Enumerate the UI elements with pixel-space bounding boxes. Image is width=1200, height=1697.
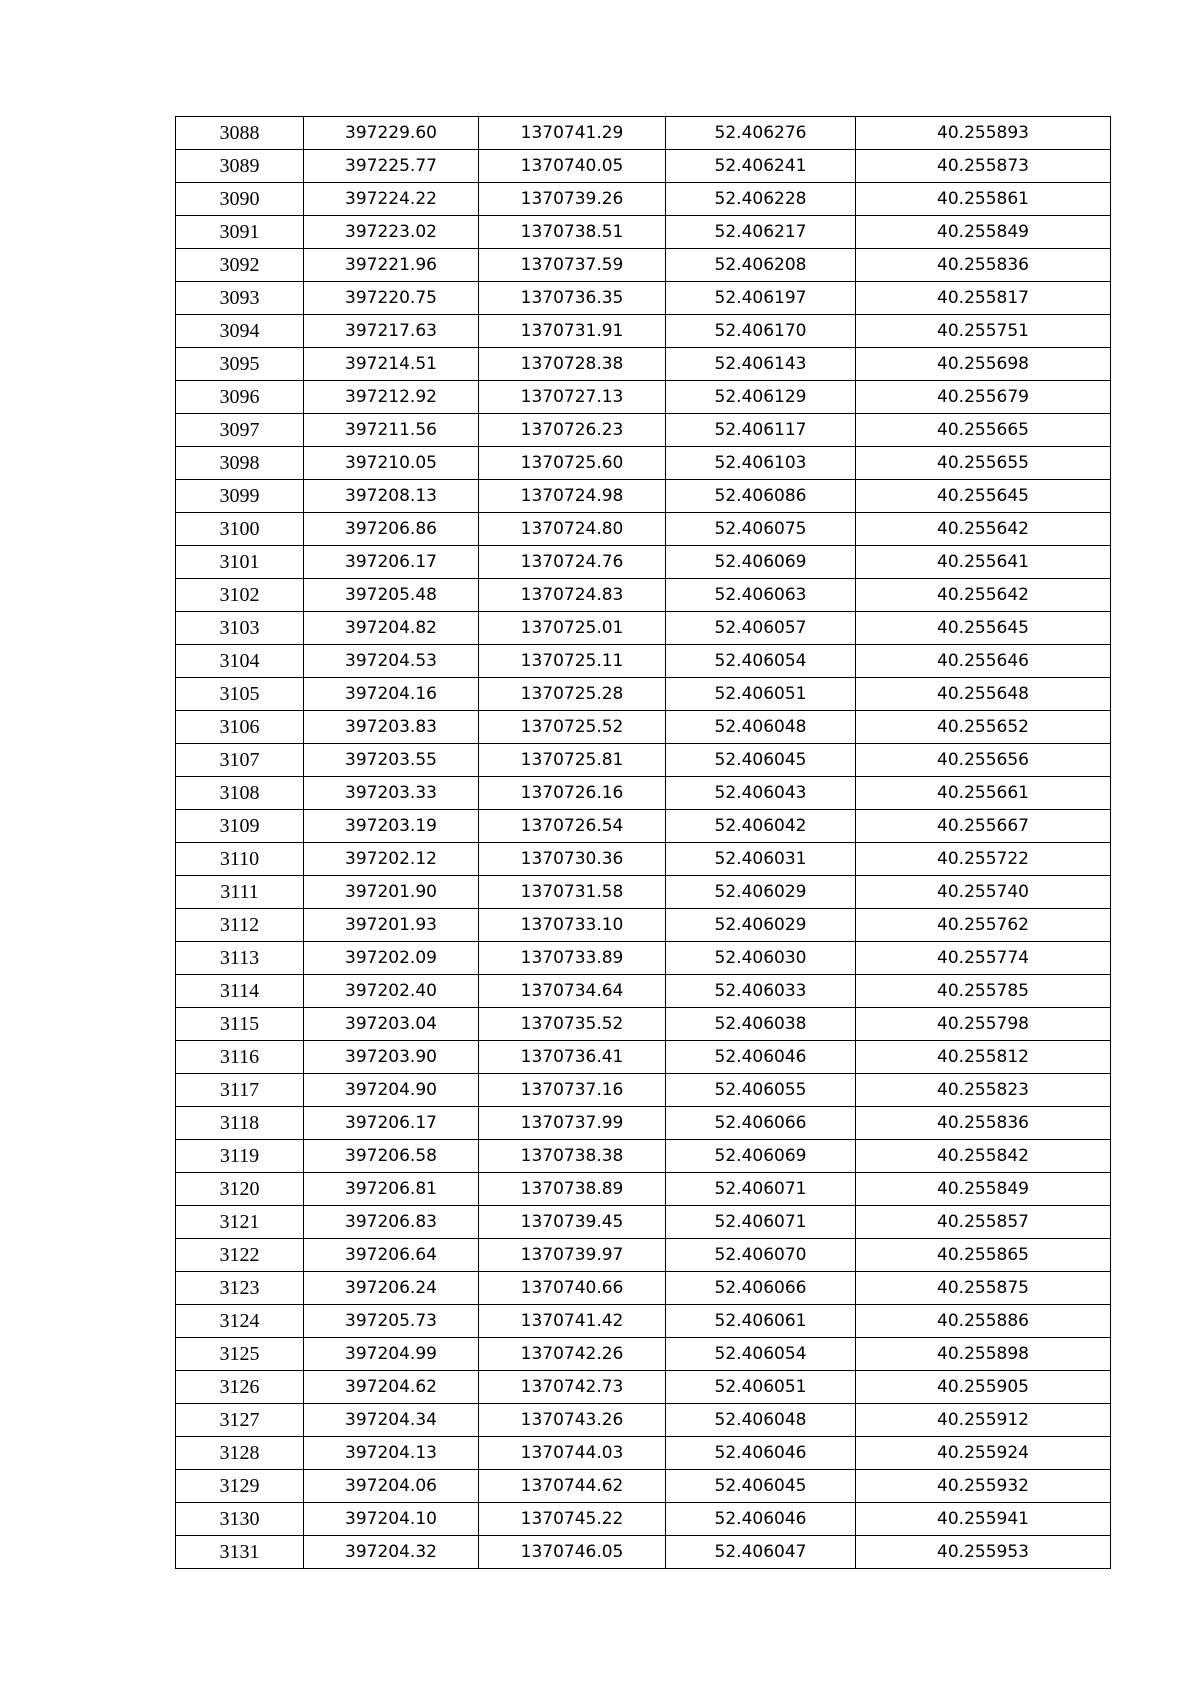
- y-coordinate-cell: 1370728.38: [479, 348, 666, 381]
- latitude-cell: 52.406051: [666, 1371, 856, 1404]
- longitude-cell: 40.255652: [856, 711, 1111, 744]
- x-coordinate-cell: 397206.17: [304, 546, 479, 579]
- point-number-cell: 3103: [176, 612, 304, 645]
- y-coordinate-cell: 1370735.52: [479, 1008, 666, 1041]
- latitude-cell: 52.406066: [666, 1107, 856, 1140]
- y-coordinate-cell: 1370739.45: [479, 1206, 666, 1239]
- longitude-cell: 40.255912: [856, 1404, 1111, 1437]
- longitude-cell: 40.255740: [856, 876, 1111, 909]
- latitude-cell: 52.406228: [666, 183, 856, 216]
- y-coordinate-cell: 1370725.01: [479, 612, 666, 645]
- longitude-cell: 40.255648: [856, 678, 1111, 711]
- y-coordinate-cell: 1370724.98: [479, 480, 666, 513]
- latitude-cell: 52.406029: [666, 876, 856, 909]
- y-coordinate-cell: 1370731.91: [479, 315, 666, 348]
- longitude-cell: 40.255774: [856, 942, 1111, 975]
- point-number-cell: 3105: [176, 678, 304, 711]
- point-number-cell: 3089: [176, 150, 304, 183]
- longitude-cell: 40.255849: [856, 1173, 1111, 1206]
- y-coordinate-cell: 1370738.51: [479, 216, 666, 249]
- longitude-cell: 40.255642: [856, 579, 1111, 612]
- point-number-cell: 3111: [176, 876, 304, 909]
- x-coordinate-cell: 397202.40: [304, 975, 479, 1008]
- point-number-cell: 3091: [176, 216, 304, 249]
- y-coordinate-cell: 1370736.41: [479, 1041, 666, 1074]
- point-number-cell: 3112: [176, 909, 304, 942]
- latitude-cell: 52.406042: [666, 810, 856, 843]
- longitude-cell: 40.255849: [856, 216, 1111, 249]
- point-number-cell: 3120: [176, 1173, 304, 1206]
- point-number-cell: 3114: [176, 975, 304, 1008]
- latitude-cell: 52.406038: [666, 1008, 856, 1041]
- y-coordinate-cell: 1370737.16: [479, 1074, 666, 1107]
- table-row: [176, 711, 1111, 744]
- latitude-cell: 52.406045: [666, 744, 856, 777]
- point-number-cell: 3116: [176, 1041, 304, 1074]
- longitude-cell: 40.255698: [856, 348, 1111, 381]
- latitude-cell: 52.406030: [666, 942, 856, 975]
- y-coordinate-cell: 1370730.36: [479, 843, 666, 876]
- latitude-cell: 52.406033: [666, 975, 856, 1008]
- y-coordinate-cell: 1370737.99: [479, 1107, 666, 1140]
- latitude-cell: 52.406197: [666, 282, 856, 315]
- point-number-cell: 3102: [176, 579, 304, 612]
- x-coordinate-cell: 397203.55: [304, 744, 479, 777]
- table-row: [176, 645, 1111, 678]
- y-coordinate-cell: 1370733.89: [479, 942, 666, 975]
- table-row: [176, 381, 1111, 414]
- latitude-cell: 52.406208: [666, 249, 856, 282]
- x-coordinate-cell: 397225.77: [304, 150, 479, 183]
- table-row: [176, 1140, 1111, 1173]
- latitude-cell: 52.406217: [666, 216, 856, 249]
- longitude-cell: 40.255861: [856, 183, 1111, 216]
- point-number-cell: 3093: [176, 282, 304, 315]
- point-number-cell: 3094: [176, 315, 304, 348]
- longitude-cell: 40.255836: [856, 249, 1111, 282]
- table-row: [176, 678, 1111, 711]
- latitude-cell: 52.406055: [666, 1074, 856, 1107]
- point-number-cell: 3098: [176, 447, 304, 480]
- longitude-cell: 40.255645: [856, 480, 1111, 513]
- x-coordinate-cell: 397206.24: [304, 1272, 479, 1305]
- y-coordinate-cell: 1370737.59: [479, 249, 666, 282]
- x-coordinate-cell: 397204.06: [304, 1470, 479, 1503]
- point-number-cell: 3122: [176, 1239, 304, 1272]
- latitude-cell: 52.406054: [666, 1338, 856, 1371]
- point-number-cell: 3119: [176, 1140, 304, 1173]
- x-coordinate-cell: 397208.13: [304, 480, 479, 513]
- x-coordinate-cell: 397204.53: [304, 645, 479, 678]
- x-coordinate-cell: 397203.19: [304, 810, 479, 843]
- table-row: [176, 414, 1111, 447]
- table-row: [176, 315, 1111, 348]
- latitude-cell: 52.406046: [666, 1503, 856, 1536]
- latitude-cell: 52.406054: [666, 645, 856, 678]
- y-coordinate-cell: 1370738.38: [479, 1140, 666, 1173]
- latitude-cell: 52.406129: [666, 381, 856, 414]
- longitude-cell: 40.255655: [856, 447, 1111, 480]
- longitude-cell: 40.255823: [856, 1074, 1111, 1107]
- x-coordinate-cell: 397206.64: [304, 1239, 479, 1272]
- longitude-cell: 40.255656: [856, 744, 1111, 777]
- point-number-cell: 3130: [176, 1503, 304, 1536]
- point-number-cell: 3126: [176, 1371, 304, 1404]
- latitude-cell: 52.406071: [666, 1206, 856, 1239]
- table-row: [176, 1371, 1111, 1404]
- y-coordinate-cell: 1370726.23: [479, 414, 666, 447]
- longitude-cell: 40.255905: [856, 1371, 1111, 1404]
- point-number-cell: 3106: [176, 711, 304, 744]
- y-coordinate-cell: 1370740.66: [479, 1272, 666, 1305]
- point-number-cell: 3109: [176, 810, 304, 843]
- y-coordinate-cell: 1370740.05: [479, 150, 666, 183]
- longitude-cell: 40.255785: [856, 975, 1111, 1008]
- point-number-cell: 3121: [176, 1206, 304, 1239]
- table-row: [176, 249, 1111, 282]
- point-number-cell: 3125: [176, 1338, 304, 1371]
- table-row: [176, 117, 1111, 150]
- point-number-cell: 3100: [176, 513, 304, 546]
- point-number-cell: 3127: [176, 1404, 304, 1437]
- point-number-cell: 3088: [176, 117, 304, 150]
- table-row: [176, 150, 1111, 183]
- y-coordinate-cell: 1370726.54: [479, 810, 666, 843]
- table-row: [176, 909, 1111, 942]
- latitude-cell: 52.406057: [666, 612, 856, 645]
- latitude-cell: 52.406048: [666, 711, 856, 744]
- longitude-cell: 40.255722: [856, 843, 1111, 876]
- table-row: [176, 1470, 1111, 1503]
- latitude-cell: 52.406043: [666, 777, 856, 810]
- point-number-cell: 3108: [176, 777, 304, 810]
- table-row: [176, 1437, 1111, 1470]
- longitude-cell: 40.255645: [856, 612, 1111, 645]
- latitude-cell: 52.406117: [666, 414, 856, 447]
- x-coordinate-cell: 397201.93: [304, 909, 479, 942]
- table-row: [176, 612, 1111, 645]
- x-coordinate-cell: 397204.82: [304, 612, 479, 645]
- point-number-cell: 3131: [176, 1536, 304, 1569]
- longitude-cell: 40.255665: [856, 414, 1111, 447]
- table-row: [176, 1536, 1111, 1569]
- longitude-cell: 40.255679: [856, 381, 1111, 414]
- latitude-cell: 52.406170: [666, 315, 856, 348]
- y-coordinate-cell: 1370738.89: [479, 1173, 666, 1206]
- latitude-cell: 52.406051: [666, 678, 856, 711]
- longitude-cell: 40.255898: [856, 1338, 1111, 1371]
- x-coordinate-cell: 397206.83: [304, 1206, 479, 1239]
- table-row: [176, 1239, 1111, 1272]
- table-row: [176, 1008, 1111, 1041]
- point-number-cell: 3118: [176, 1107, 304, 1140]
- coordinates-table: [175, 116, 1111, 1569]
- table-row: [176, 1404, 1111, 1437]
- latitude-cell: 52.406143: [666, 348, 856, 381]
- latitude-cell: 52.406276: [666, 117, 856, 150]
- x-coordinate-cell: 397206.86: [304, 513, 479, 546]
- table-row: [176, 348, 1111, 381]
- longitude-cell: 40.255857: [856, 1206, 1111, 1239]
- table-row: [176, 1206, 1111, 1239]
- table-row: [176, 447, 1111, 480]
- point-number-cell: 3096: [176, 381, 304, 414]
- longitude-cell: 40.255836: [856, 1107, 1111, 1140]
- longitude-cell: 40.255661: [856, 777, 1111, 810]
- table-row: [176, 1074, 1111, 1107]
- table-row: [176, 975, 1111, 1008]
- longitude-cell: 40.255953: [856, 1536, 1111, 1569]
- x-coordinate-cell: 397217.63: [304, 315, 479, 348]
- latitude-cell: 52.406086: [666, 480, 856, 513]
- point-number-cell: 3101: [176, 546, 304, 579]
- longitude-cell: 40.255932: [856, 1470, 1111, 1503]
- y-coordinate-cell: 1370746.05: [479, 1536, 666, 1569]
- y-coordinate-cell: 1370725.52: [479, 711, 666, 744]
- y-coordinate-cell: 1370742.26: [479, 1338, 666, 1371]
- longitude-cell: 40.255762: [856, 909, 1111, 942]
- point-number-cell: 3097: [176, 414, 304, 447]
- y-coordinate-cell: 1370724.80: [479, 513, 666, 546]
- x-coordinate-cell: 397204.62: [304, 1371, 479, 1404]
- table-row: [176, 843, 1111, 876]
- latitude-cell: 52.406070: [666, 1239, 856, 1272]
- table-row: [176, 282, 1111, 315]
- longitude-cell: 40.255842: [856, 1140, 1111, 1173]
- table-row: [176, 1173, 1111, 1206]
- x-coordinate-cell: 397202.09: [304, 942, 479, 975]
- longitude-cell: 40.255886: [856, 1305, 1111, 1338]
- table-row: [176, 1338, 1111, 1371]
- x-coordinate-cell: 397204.90: [304, 1074, 479, 1107]
- point-number-cell: 3115: [176, 1008, 304, 1041]
- x-coordinate-cell: 397220.75: [304, 282, 479, 315]
- y-coordinate-cell: 1370745.22: [479, 1503, 666, 1536]
- x-coordinate-cell: 397204.99: [304, 1338, 479, 1371]
- table-body: [176, 117, 1111, 1569]
- x-coordinate-cell: 397204.13: [304, 1437, 479, 1470]
- x-coordinate-cell: 397210.05: [304, 447, 479, 480]
- point-number-cell: 3095: [176, 348, 304, 381]
- longitude-cell: 40.255646: [856, 645, 1111, 678]
- y-coordinate-cell: 1370744.03: [479, 1437, 666, 1470]
- x-coordinate-cell: 397204.32: [304, 1536, 479, 1569]
- y-coordinate-cell: 1370726.16: [479, 777, 666, 810]
- x-coordinate-cell: 397206.17: [304, 1107, 479, 1140]
- point-number-cell: 3104: [176, 645, 304, 678]
- x-coordinate-cell: 397211.56: [304, 414, 479, 447]
- table-row: [176, 1041, 1111, 1074]
- table-row: [176, 513, 1111, 546]
- y-coordinate-cell: 1370741.29: [479, 117, 666, 150]
- table-row: [176, 942, 1111, 975]
- x-coordinate-cell: 397203.04: [304, 1008, 479, 1041]
- x-coordinate-cell: 397202.12: [304, 843, 479, 876]
- point-number-cell: 3128: [176, 1437, 304, 1470]
- table-row: [176, 777, 1111, 810]
- y-coordinate-cell: 1370742.73: [479, 1371, 666, 1404]
- point-number-cell: 3110: [176, 843, 304, 876]
- latitude-cell: 52.406241: [666, 150, 856, 183]
- x-coordinate-cell: 397224.22: [304, 183, 479, 216]
- longitude-cell: 40.255893: [856, 117, 1111, 150]
- latitude-cell: 52.406048: [666, 1404, 856, 1437]
- longitude-cell: 40.255798: [856, 1008, 1111, 1041]
- latitude-cell: 52.406066: [666, 1272, 856, 1305]
- x-coordinate-cell: 397204.16: [304, 678, 479, 711]
- table-row: [176, 579, 1111, 612]
- x-coordinate-cell: 397203.33: [304, 777, 479, 810]
- latitude-cell: 52.406045: [666, 1470, 856, 1503]
- latitude-cell: 52.406029: [666, 909, 856, 942]
- x-coordinate-cell: 397201.90: [304, 876, 479, 909]
- latitude-cell: 52.406069: [666, 1140, 856, 1173]
- x-coordinate-cell: 397205.73: [304, 1305, 479, 1338]
- y-coordinate-cell: 1370724.83: [479, 579, 666, 612]
- longitude-cell: 40.255751: [856, 315, 1111, 348]
- x-coordinate-cell: 397221.96: [304, 249, 479, 282]
- table-row: [176, 183, 1111, 216]
- latitude-cell: 52.406069: [666, 546, 856, 579]
- y-coordinate-cell: 1370744.62: [479, 1470, 666, 1503]
- point-number-cell: 3123: [176, 1272, 304, 1305]
- longitude-cell: 40.255924: [856, 1437, 1111, 1470]
- x-coordinate-cell: 397212.92: [304, 381, 479, 414]
- table-row: [176, 546, 1111, 579]
- x-coordinate-cell: 397223.02: [304, 216, 479, 249]
- y-coordinate-cell: 1370725.11: [479, 645, 666, 678]
- x-coordinate-cell: 397206.81: [304, 1173, 479, 1206]
- longitude-cell: 40.255667: [856, 810, 1111, 843]
- y-coordinate-cell: 1370725.60: [479, 447, 666, 480]
- y-coordinate-cell: 1370733.10: [479, 909, 666, 942]
- x-coordinate-cell: 397203.83: [304, 711, 479, 744]
- longitude-cell: 40.255641: [856, 546, 1111, 579]
- point-number-cell: 3113: [176, 942, 304, 975]
- point-number-cell: 3090: [176, 183, 304, 216]
- longitude-cell: 40.255812: [856, 1041, 1111, 1074]
- y-coordinate-cell: 1370743.26: [479, 1404, 666, 1437]
- point-number-cell: 3107: [176, 744, 304, 777]
- y-coordinate-cell: 1370734.64: [479, 975, 666, 1008]
- latitude-cell: 52.406075: [666, 513, 856, 546]
- table-row: [176, 1272, 1111, 1305]
- latitude-cell: 52.406047: [666, 1536, 856, 1569]
- longitude-cell: 40.255642: [856, 513, 1111, 546]
- y-coordinate-cell: 1370741.42: [479, 1305, 666, 1338]
- y-coordinate-cell: 1370739.97: [479, 1239, 666, 1272]
- table-row: [176, 810, 1111, 843]
- latitude-cell: 52.406061: [666, 1305, 856, 1338]
- y-coordinate-cell: 1370739.26: [479, 183, 666, 216]
- y-coordinate-cell: 1370725.81: [479, 744, 666, 777]
- latitude-cell: 52.406071: [666, 1173, 856, 1206]
- y-coordinate-cell: 1370731.58: [479, 876, 666, 909]
- table-row: [176, 1107, 1111, 1140]
- longitude-cell: 40.255865: [856, 1239, 1111, 1272]
- longitude-cell: 40.255941: [856, 1503, 1111, 1536]
- latitude-cell: 52.406046: [666, 1041, 856, 1074]
- table-row: [176, 480, 1111, 513]
- x-coordinate-cell: 397204.34: [304, 1404, 479, 1437]
- table-row: [176, 876, 1111, 909]
- x-coordinate-cell: 397214.51: [304, 348, 479, 381]
- latitude-cell: 52.406063: [666, 579, 856, 612]
- x-coordinate-cell: 397206.58: [304, 1140, 479, 1173]
- longitude-cell: 40.255873: [856, 150, 1111, 183]
- x-coordinate-cell: 397229.60: [304, 117, 479, 150]
- point-number-cell: 3092: [176, 249, 304, 282]
- point-number-cell: 3099: [176, 480, 304, 513]
- latitude-cell: 52.406031: [666, 843, 856, 876]
- table-row: [176, 1305, 1111, 1338]
- table-row: [176, 744, 1111, 777]
- point-number-cell: 3124: [176, 1305, 304, 1338]
- table-row: [176, 1503, 1111, 1536]
- point-number-cell: 3117: [176, 1074, 304, 1107]
- x-coordinate-cell: 397203.90: [304, 1041, 479, 1074]
- y-coordinate-cell: 1370736.35: [479, 282, 666, 315]
- x-coordinate-cell: 397204.10: [304, 1503, 479, 1536]
- y-coordinate-cell: 1370724.76: [479, 546, 666, 579]
- latitude-cell: 52.406046: [666, 1437, 856, 1470]
- table-row: [176, 216, 1111, 249]
- point-number-cell: 3129: [176, 1470, 304, 1503]
- latitude-cell: 52.406103: [666, 447, 856, 480]
- x-coordinate-cell: 397205.48: [304, 579, 479, 612]
- longitude-cell: 40.255875: [856, 1272, 1111, 1305]
- y-coordinate-cell: 1370727.13: [479, 381, 666, 414]
- y-coordinate-cell: 1370725.28: [479, 678, 666, 711]
- longitude-cell: 40.255817: [856, 282, 1111, 315]
